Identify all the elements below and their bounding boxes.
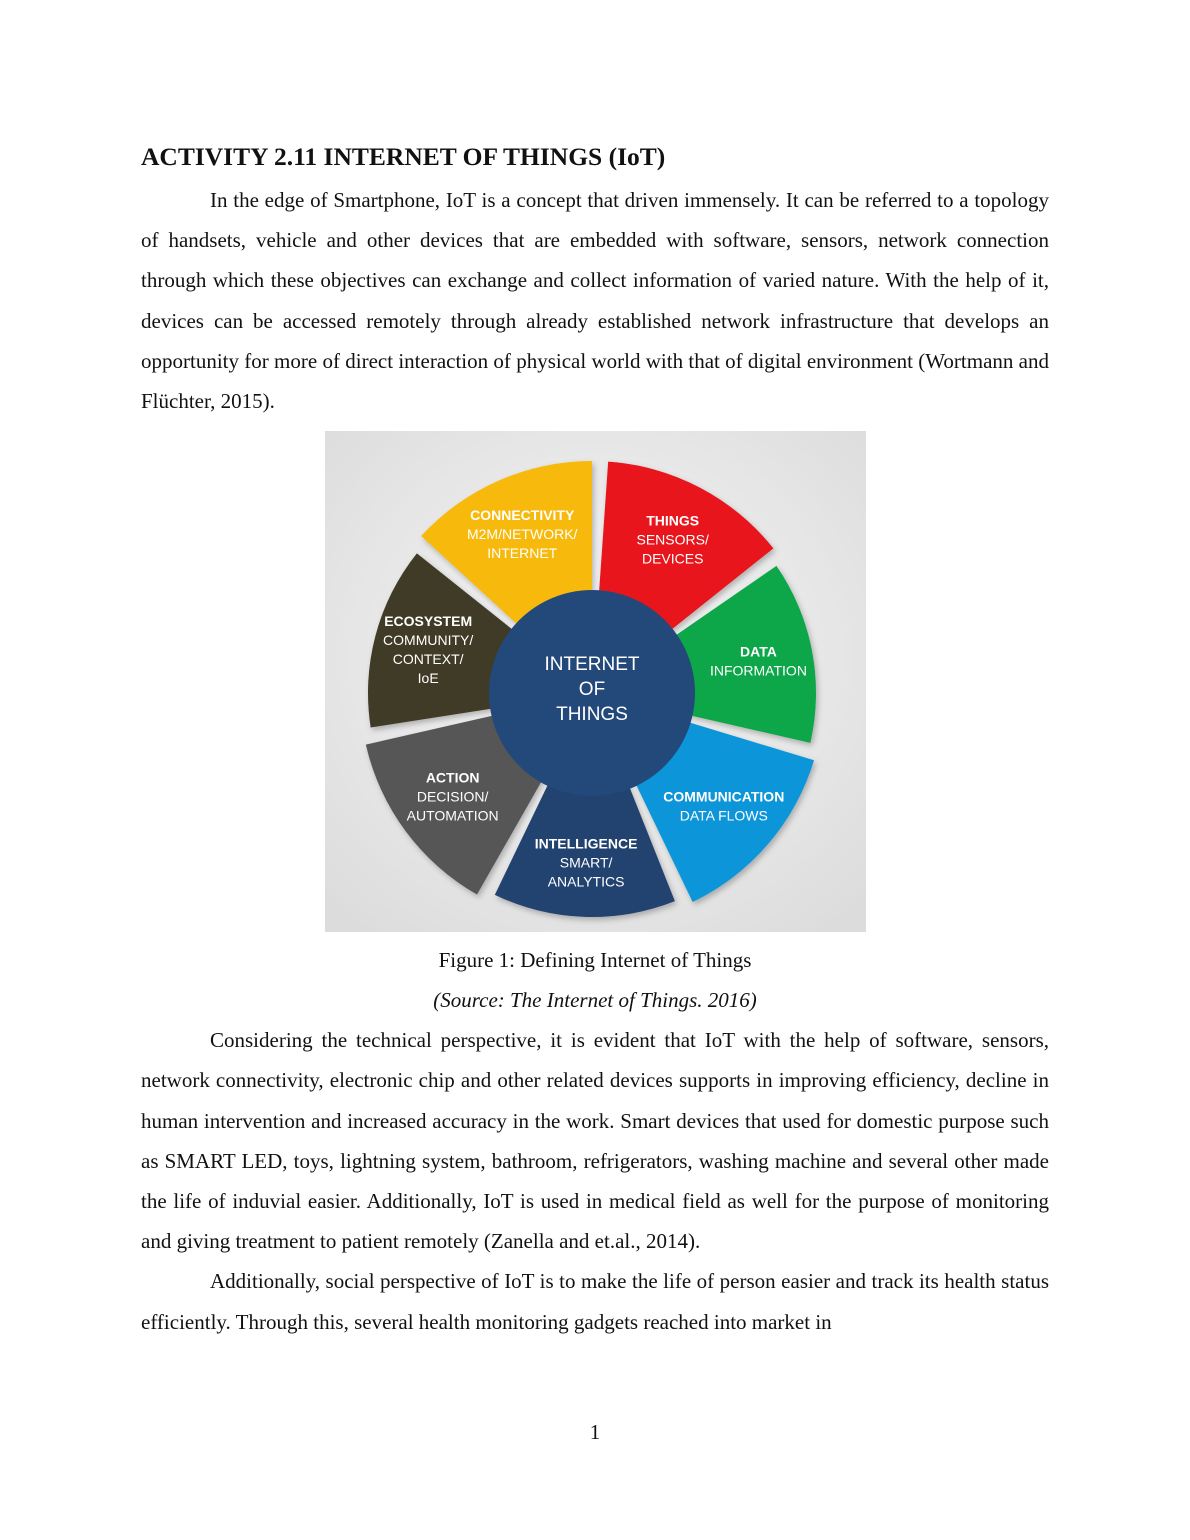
segment-intelligence-line-1: SMART/ — [559, 854, 612, 871]
segment-communication-line-1: DATA FLOWS — [679, 807, 768, 824]
paragraph-social: Additionally, social perspective of IoT is to make the life of person easier and track its health status efficiently. Through this, several health monitoring gadgets reached into market in — [141, 1269, 1049, 1334]
center-label-line-1: INTERNET — [544, 654, 639, 676]
segment-communication-title: COMMUNICATION — [662, 788, 784, 805]
segment-intelligence-title: INTELLIGENCE — [534, 835, 637, 852]
segment-data-line-1: INFORMATION — [709, 662, 807, 679]
segment-things-line-1: SENSORS/ — [636, 531, 709, 548]
paragraph-intro: In the edge of Smartphone, IoT is a concept that driven immensely. It can be referred to a topology of handsets, vehicle and other devices that are embedded with software, sensors, network connection through which these objectives can exchange and collect information of varied nature. With the help of it, devices can be accessed remotely through already established network infrastructure that develops an opportunity for more of direct interaction of physical world with that of digital environment (Wortmann and Flüchter, 2015). — [141, 188, 1049, 414]
segment-ecosystem-line-1: COMMUNITY/ — [382, 632, 473, 649]
segment-things-title: THINGS — [645, 512, 699, 529]
segment-data-title: DATA — [739, 643, 777, 660]
segment-action-title: ACTION — [425, 769, 479, 786]
segment-action-line-2: AUTOMATION — [406, 807, 499, 824]
section-heading: ACTIVITY 2.11 INTERNET OF THINGS (IoT) — [141, 142, 666, 171]
segment-connectivity-title: CONNECTIVITY — [469, 507, 574, 524]
segment-ecosystem-title: ECOSYSTEM — [383, 613, 472, 630]
iot-diagram — [325, 431, 866, 932]
segment-ecosystem-line-3: IoE — [417, 670, 439, 687]
segment-connectivity-line-1: M2M/NETWORK/ — [466, 526, 577, 543]
segment-intelligence-line-2: ANALYTICS — [547, 873, 624, 890]
iot-figure — [325, 431, 866, 932]
segment-things-line-2: DEVICES — [641, 550, 703, 567]
document-page — [141, 140, 1049, 1342]
segment-connectivity-line-2: INTERNET — [486, 545, 557, 562]
center-label-line-3: THINGS — [555, 704, 628, 726]
segment-action-line-1: DECISION/ — [416, 788, 488, 805]
segment-ecosystem-line-2: CONTEXT/ — [392, 651, 464, 668]
center-label-line-2: OF — [578, 679, 605, 701]
paragraph-technical: Considering the technical perspective, it is evident that IoT with the help of software, sensors, network connectivity, electronic chip and other related devices supports in improving efficiency, decline in human intervention and increased accuracy in the work. Smart devices that used for domestic purpose such as SMART LED, toys, lightning system, bathroom, refrigerators, washing machine and several other made the life of induvial easier. Additionally, IoT is used in medical field as well for the purpose of monitoring and giving treatment to patient remotely (Zanella and et.al., 2014). — [141, 1028, 1049, 1254]
figure-caption: Figure 1: Defining Internet of Things — [438, 948, 752, 973]
figure-source: (Source: The Internet of Things. 2016) — [433, 988, 757, 1013]
page-number: 1 — [589, 1420, 601, 1444]
